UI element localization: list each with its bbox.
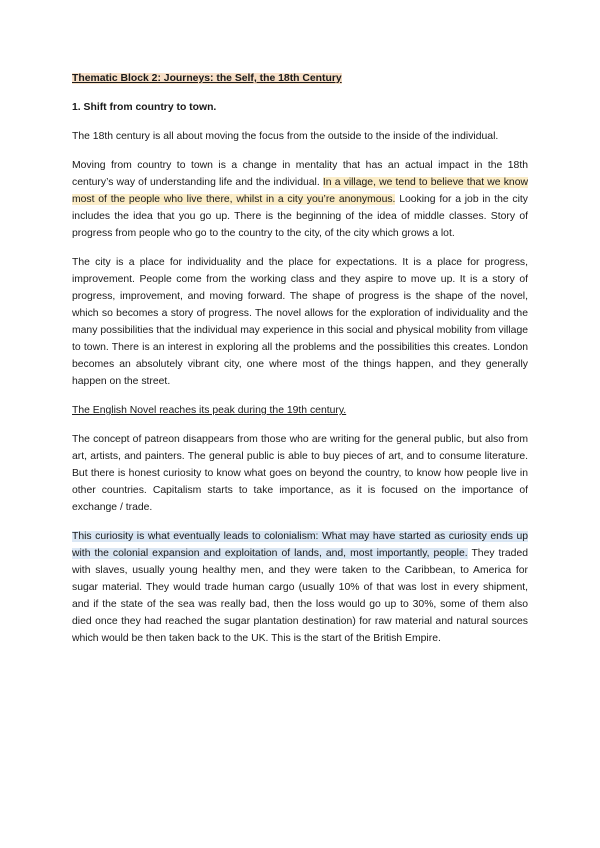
paragraph-4: The concept of patreon disappears from those who are writing for the general public, but also from art, artists, and painters. The general public is able to buy pieces of art, and to consume literature. But there is honest curiosity to know what goes on beyond the country, to know how people live in other countries. Capitalism starts to take importance, as it is focused on the importance of exchange / trade. <box>72 434 528 513</box>
paragraph-2 <box>72 157 528 242</box>
document-content <box>72 70 528 659</box>
paragraph-1: The 18th century is all about moving the focus from the outside to the inside of the individual. <box>72 131 499 142</box>
title-highlight: Thematic Block 2: Journeys: the Self, the 18th Century <box>72 73 342 84</box>
paragraph-5-highlight: This curiosity is what eventually leads to colonialism: What may have started as curiosity ends up with the colonial expansion and exploitation of lands, and, most importantly, people. <box>72 531 528 559</box>
document-title <box>72 70 528 87</box>
paragraph-2-text-a: Moving from country to town is a change in mentality that has an actual impact in the 18th century’s way of understanding life and the individual. <box>72 160 528 188</box>
paragraph-5 <box>72 528 528 647</box>
section-heading: 1. Shift from country to town. <box>72 102 217 113</box>
paragraph-2-highlight: In a village, we tend to believe that we know most of the people who live there, whilst in a city you’re anonymous. <box>72 177 528 205</box>
paragraph-5-text: They traded with slaves, usually young healthy men, and they were taken to the Caribbean, to America for sugar material. They would trade human cargo (usually 10% of that was lost in every shipment, and if the state of the sea was really bad, then the loss would go up to 30%, some of them also died once they had reached the sugar plantation destination) for raw material and natural sources which would be then taken back to the UK. This is the start of the British Empire. <box>72 548 529 644</box>
paragraph-2-text-b: Looking for a job in the city includes the idea that you go up. There is the beginning of the idea of middle classes. Story of progress from people who go to the country to the city, of the city which grows a lot. <box>72 194 528 239</box>
paragraph-3: The city is a place for individuality and the place for expectations. It is a place for progress, improvement. People come from the working class and they aspire to move up. It is a story of progress, improvement, and moving forward. The shape of progress is the shape of the novel, which so becomes a story of progress. The novel allows for the exploration of individuality and the many possibilities that the individual may experience in this social and physical mobility from village to town. There is an interest in exploring all the problems and the possibilities this creates. London becomes an absolutely vibrant city, one where most of the things happen, and they generally happen on the street. <box>72 257 528 387</box>
subheading: The English Novel reaches its peak during the 19th century. <box>72 405 347 416</box>
